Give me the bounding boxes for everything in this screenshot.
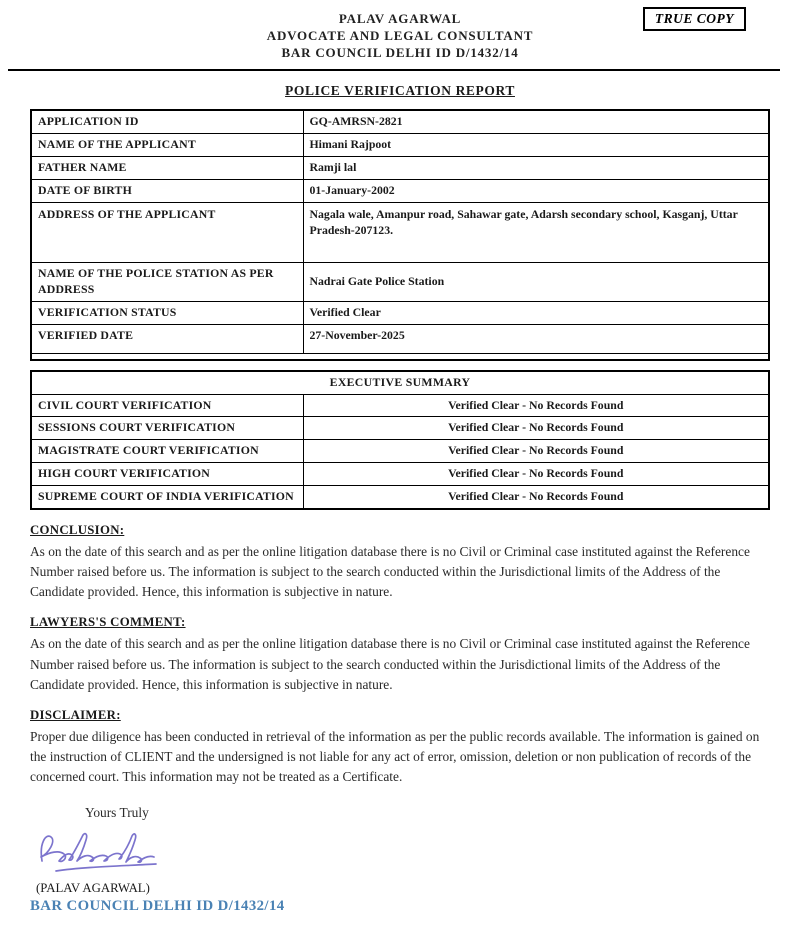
header-divider (8, 69, 780, 71)
row-value: 27-November-2025 (303, 324, 769, 353)
advocate-designation: ADVOCATE AND LEGAL CONSULTANT (266, 28, 534, 43)
row-value: Verified Clear - No Records Found (303, 486, 769, 509)
applicant-details-table (30, 109, 770, 361)
section-body: Proper due diligence has been conducted in retrieval of the information as per the public records available. The information is gained on the instruction of CLIENT and the undersigned is not liable for any act of error, omission, deletion or non publication of records of the concerned court. This information may not be treated as a Certificate. (30, 728, 760, 785)
row-label: NAME OF THE POLICE STATION AS PER ADDRESS (31, 262, 303, 301)
row-value: Nadrai Gate Police Station (303, 262, 769, 301)
advocate-name: PALAV AGARWAL (338, 11, 462, 26)
row-value: Verified Clear - No Records Found (303, 417, 769, 440)
row-label: HIGH COURT VERIFICATION (31, 463, 303, 486)
section-body: As on the date of this search and as per the online litigation database there is no Civil or Criminal case instituted against the Reference Number raised before us. The information is subject to the search conducted within the Jurisdictional limits of the Address of the Candidate provided. Hence, this information is subjective in nature. (30, 544, 750, 600)
table-spacer-row (31, 353, 769, 360)
row-label: SESSIONS COURT VERIFICATION (31, 417, 303, 440)
section-heading: LAWYERS'S COMMENT: (30, 615, 186, 630)
table-row (31, 417, 769, 440)
summary-header-row (31, 371, 769, 394)
row-label: VERIFICATION STATUS (31, 301, 303, 324)
section-heading: CONCLUSION: (30, 523, 125, 538)
table-row (31, 463, 769, 486)
table-row (31, 394, 769, 417)
row-label: DATE OF BIRTH (31, 179, 303, 202)
table-row (31, 179, 769, 202)
spacer-cell (31, 353, 769, 360)
report-title: POLICE VERIFICATION REPORT (285, 83, 515, 98)
row-value: 01-January-2002 (303, 179, 769, 202)
row-label: CIVIL COURT VERIFICATION (31, 394, 303, 417)
signatory-bar-id: BAR COUNCIL DELHI ID D/1432/14 (30, 898, 285, 915)
disclaimer-section (30, 708, 770, 787)
row-value: Verified Clear (303, 301, 769, 324)
summary-title: EXECUTIVE SUMMARY (31, 371, 769, 394)
row-label: SUPREME COURT OF INDIA VERIFICATION (31, 486, 303, 509)
table-row (31, 110, 769, 133)
table-gap (30, 361, 770, 370)
row-value: Verified Clear - No Records Found (303, 463, 769, 486)
table-row (31, 440, 769, 463)
row-label: ADDRESS OF THE APPLICANT (31, 202, 303, 262)
true-copy-label: TRUE COPY (654, 11, 734, 26)
signature-image (32, 823, 182, 881)
row-value: Ramji lal (303, 156, 769, 179)
row-label: NAME OF THE APPLICANT (31, 133, 303, 156)
row-value: GQ-AMRSN-2821 (303, 110, 769, 133)
row-label: FATHER NAME (31, 156, 303, 179)
conclusion-section (30, 523, 770, 602)
row-label: APPLICATION ID (31, 110, 303, 133)
true-copy-stamp (643, 7, 746, 31)
section-body: As on the date of this search and as per the online litigation database there is no Civil or Criminal case instituted against the Reference Number raised before us. The information is subject to the search conducted within the Jurisdictional limits of the Address of the Candidate provided. Hence, this information is subjective in nature. (30, 636, 750, 692)
executive-summary-table (30, 370, 770, 511)
row-value: Verified Clear - No Records Found (303, 440, 769, 463)
table-row (31, 202, 769, 262)
advocate-bar-id: BAR COUNCIL DELHI ID D/1432/14 (281, 45, 519, 60)
row-label: VERIFIED DATE (31, 324, 303, 353)
row-value: Himani Rajpoot (303, 133, 769, 156)
row-value: Verified Clear - No Records Found (303, 394, 769, 417)
row-value: Nagala wale, Amanpur road, Sahawar gate, Adarsh secondary school, Kasganj, Uttar Pradesh-207123. (303, 202, 769, 262)
table-row (31, 324, 769, 353)
table-row (31, 156, 769, 179)
closing-line: Yours Truly (85, 805, 149, 821)
table-row (31, 262, 769, 301)
table-row (31, 486, 769, 509)
section-heading: DISCLAIMER: (30, 707, 121, 722)
signatory-name: (PALAV AGARWAL) (36, 881, 150, 896)
row-label: MAGISTRATE COURT VERIFICATION (31, 440, 303, 463)
table-row (31, 301, 769, 324)
lawyers-comment-section (30, 615, 770, 694)
table-row (31, 133, 769, 156)
